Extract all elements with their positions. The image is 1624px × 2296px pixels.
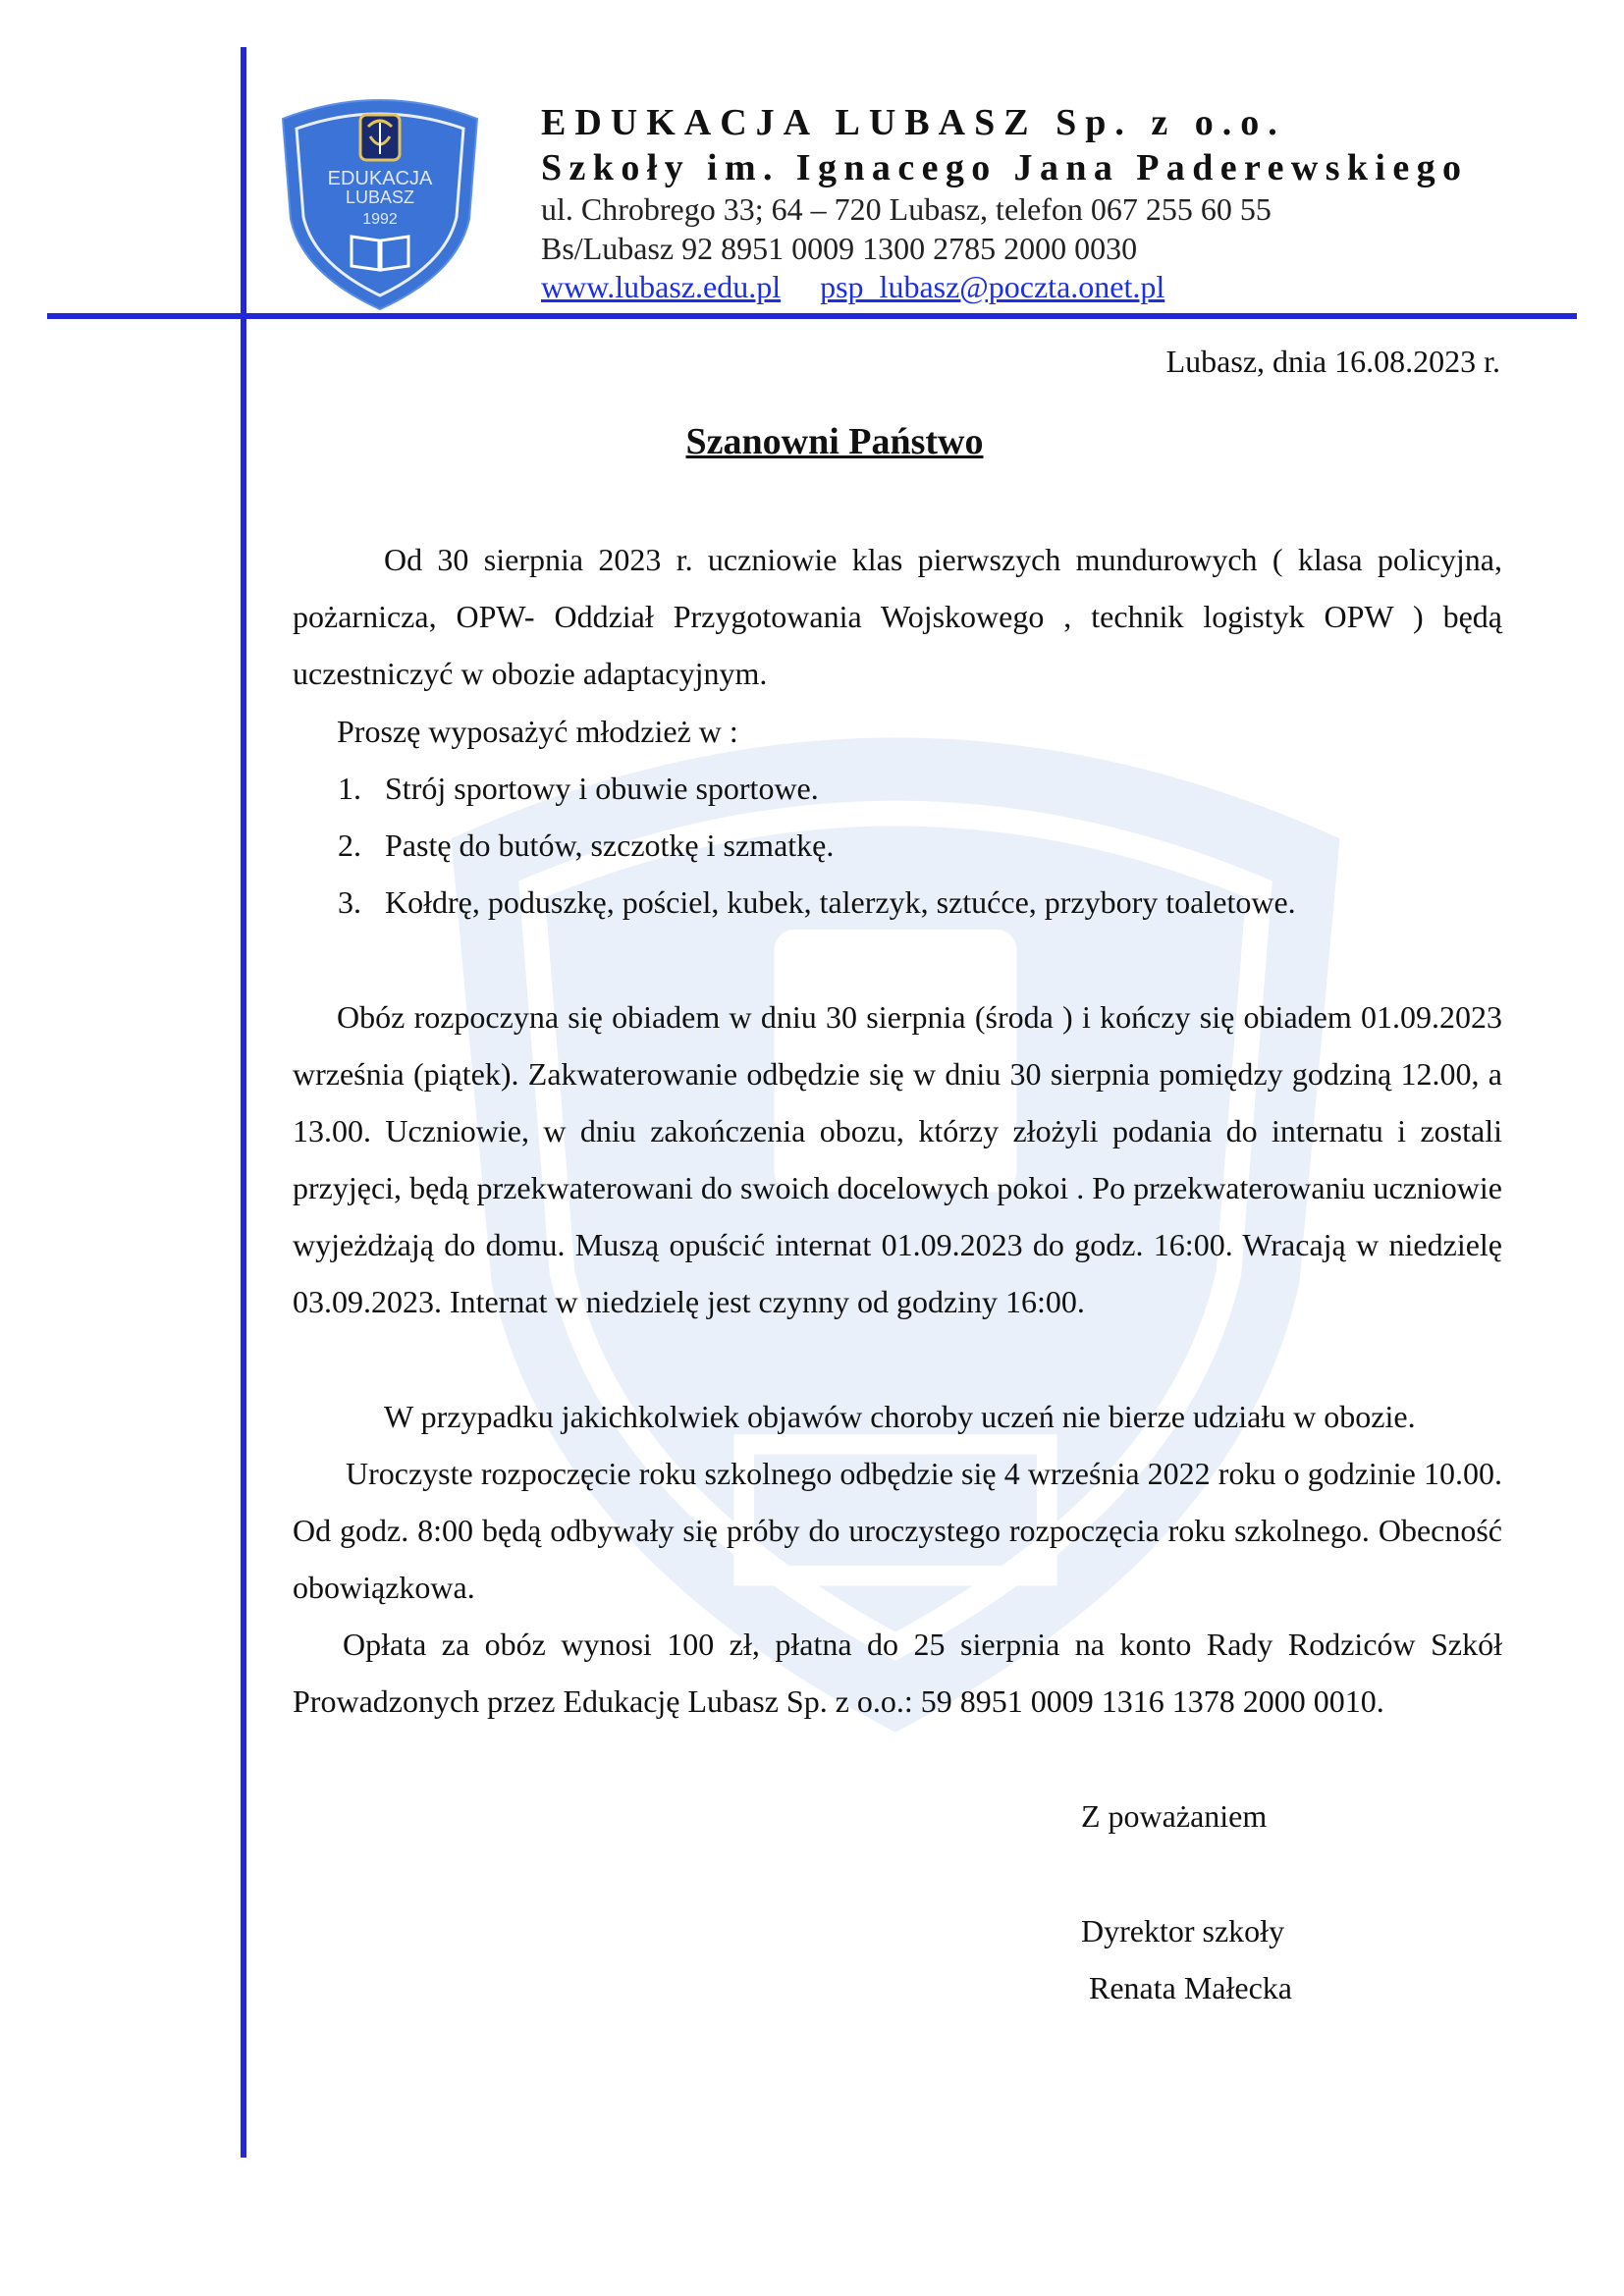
letter-title (0, 420, 1624, 463)
camp-paragraph: Obóz rozpoczyna się obiadem w dniu 30 sierpnia (środa ) i kończy się obiadem 01.09.2023 września (piątek). Zakwaterowanie odbędzie się w dniu 30 sierpnia pomiędzy godziną 12.00, a 13.00. Uczniowie, w dniu zakończenia obozu, którzy złożyli podania do internatu i zostali przyjęci, będą przekwaterowani do swoich docelowych pokoi . Po przekwaterowaniu uczniowie wyjeżdżają do domu. Muszą opuścić internat 01.09.2023 do godz. 16:00. Wracają w niedzielę 03.09.2023. Internat w niedzielę jest czynny od godziny 16:00. (293, 999, 1502, 1319)
school-crest-logo (277, 93, 483, 311)
fee-paragraph: Opłata za obóz wynosi 100 zł, płatna do 25 sierpnia na konto Rady Rodziców Szkół Prowadzonych przez Edukację Lubasz Sp. z o.o.: 59 8951 0009 1316 1378 2000 0010. (293, 1627, 1502, 1719)
list-item-text: Pastę do butów, szczotkę i szmatkę. (385, 828, 835, 863)
list-item (338, 874, 1296, 931)
letter-date: Lubasz, dnia 16.08.2023 r. (1165, 344, 1500, 379)
signer-name: Renata Małecka (1089, 1970, 1292, 2005)
school-address: ul. Chrobrego 33; 64 – 720 Lubasz, telefon 067 255 60 55 (541, 191, 1272, 227)
logo-year: 1992 (362, 211, 398, 228)
list-item-number: 2. (338, 828, 361, 863)
header-divider-rule (47, 313, 1577, 319)
website-link[interactable]: www.lubasz.edu.pl (541, 269, 782, 304)
lyre-emblem-icon (360, 115, 400, 160)
email-link[interactable]: psp_lubasz@poczta.onet.pl (820, 269, 1165, 304)
letter-title-text: Szanowni Państwo (685, 421, 984, 462)
vertical-margin-rule (241, 47, 246, 2158)
list-item-text: Kołdrę, poduszkę, pościel, kubek, talerzyk, sztućce, przybory toaletowe. (385, 884, 1296, 920)
intro-paragraph: Od 30 sierpnia 2023 r. uczniowie klas pierwszych mundurowych ( klasa policyjna, pożarnicza, OPW- Oddział Przygotowania Wojskowego , technik logistyk OPW ) będą uczestniczyć w obozie adaptacyjnym. (293, 542, 1502, 691)
school-name: Szkoły im. Ignacego Jana Paderewskiego (541, 147, 1469, 188)
equipment-intro: Proszę wyposażyć młodzież w : (337, 714, 738, 749)
list-item (338, 760, 1296, 817)
contact-links (541, 271, 1164, 302)
logo-text-bottom: LUBASZ (345, 187, 415, 207)
company-name: EDUKACJA LUBASZ Sp. z o.o. (541, 102, 1286, 143)
illness-paragraph: W przypadku jakichkolwiek objawów choroby uczeń nie bierze udziału w obozie. (384, 1399, 1416, 1434)
ceremony-paragraph: Uroczyste rozpoczęcie roku szkolnego odbędzie się 4 września 2022 roku o godzinie 10.00. Od godz. 8:00 będą odbywały się próby do uroczystego rozpoczęcia roku szkolnego. Obecność obowiązkowa. (293, 1456, 1502, 1605)
list-item-number: 1. (338, 771, 361, 806)
list-item (338, 817, 1296, 874)
closing-phrase: Z poważaniem (1081, 1798, 1268, 1834)
bank-account: Bs/Lubasz 92 8951 0009 1300 2785 2000 0030 (541, 231, 1138, 266)
logo-text-top: EDUKACJA (327, 168, 433, 189)
signer-role: Dyrektor szkoły (1081, 1913, 1285, 1949)
list-item-number: 3. (338, 884, 361, 920)
equipment-list (338, 760, 1296, 931)
list-item-text: Strój sportowy i obuwie sportowe. (385, 771, 819, 806)
